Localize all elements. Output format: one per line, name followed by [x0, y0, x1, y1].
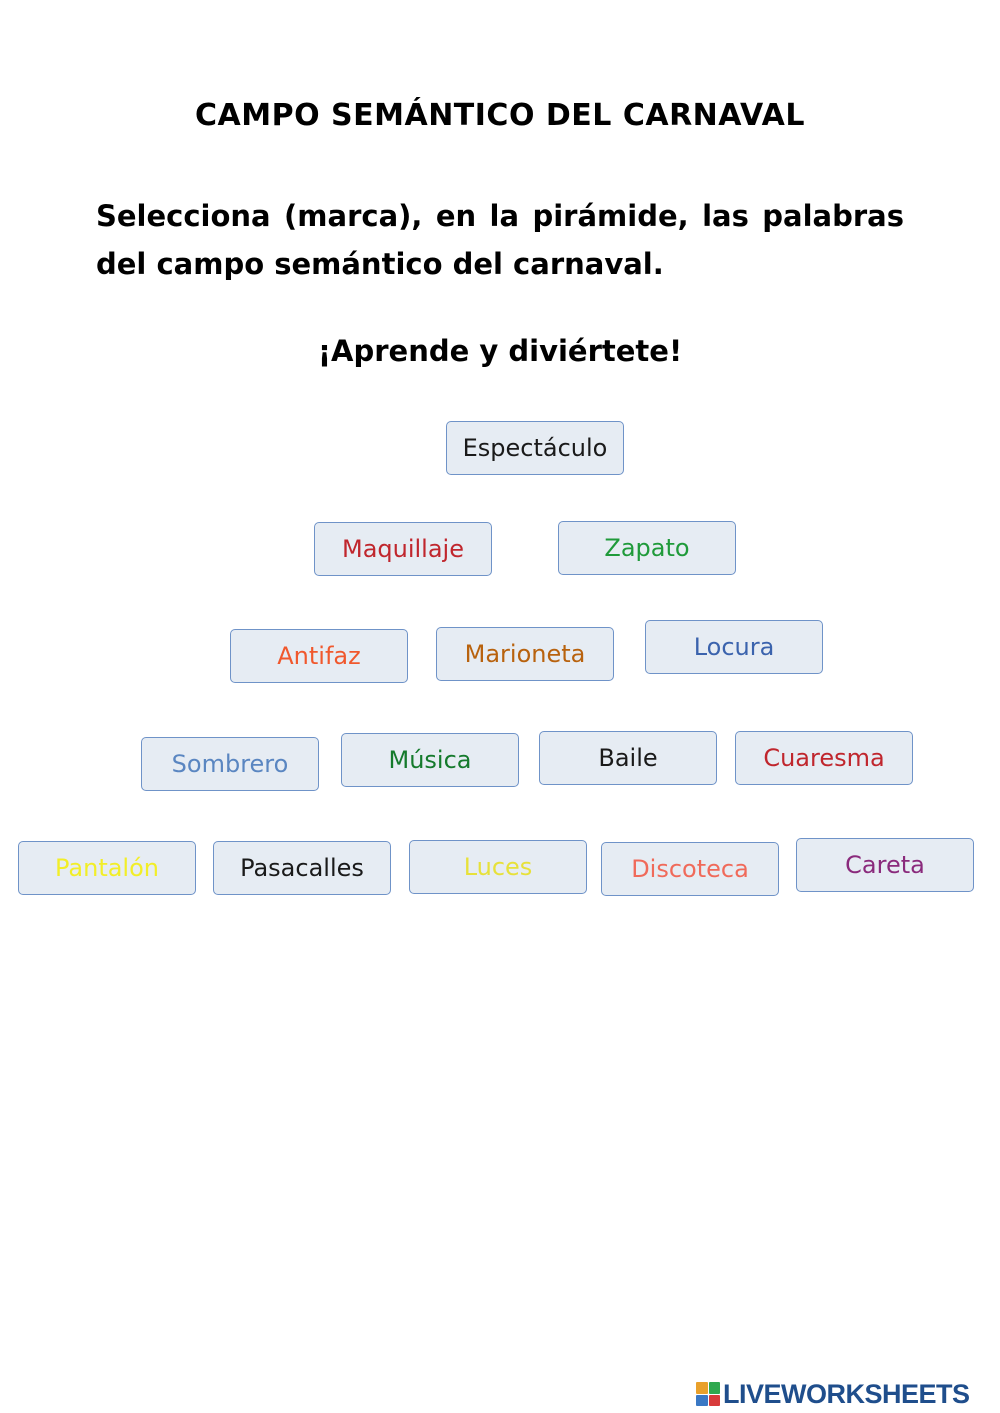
word-zapato[interactable]: Zapato: [558, 521, 736, 575]
word-antifaz[interactable]: Antifaz: [230, 629, 408, 683]
word-musica[interactable]: Música: [341, 733, 519, 787]
motto-text: ¡Aprende y diviértete!: [317, 334, 683, 368]
logo-text: LIVEWORKSHEETS: [723, 1378, 970, 1409]
word-careta[interactable]: Careta: [796, 838, 974, 892]
word-cuaresma[interactable]: Cuaresma: [735, 731, 913, 785]
instruction-text: Selecciona (marca), en la pirámide, las palabras del campo semántico del carnaval.: [96, 199, 904, 281]
word-baile[interactable]: Baile: [539, 731, 717, 785]
word-sombrero[interactable]: Sombrero: [141, 737, 319, 791]
word-discoteca[interactable]: Discoteca: [601, 842, 779, 896]
word-maquillaje[interactable]: Maquillaje: [314, 522, 492, 576]
word-espectaculo[interactable]: Espectáculo: [446, 421, 624, 475]
logo-grid-icon: [696, 1382, 720, 1406]
word-locura[interactable]: Locura: [645, 620, 823, 674]
word-luces[interactable]: Luces: [409, 840, 587, 894]
word-pasacalles[interactable]: Pasacalles: [213, 841, 391, 895]
liveworksheets-logo: [696, 1378, 970, 1410]
page-title: CAMPO SEMÁNTICO DEL CARNAVAL: [195, 98, 805, 133]
word-marioneta[interactable]: Marioneta: [436, 627, 614, 681]
word-pantalon[interactable]: Pantalón: [18, 841, 196, 895]
